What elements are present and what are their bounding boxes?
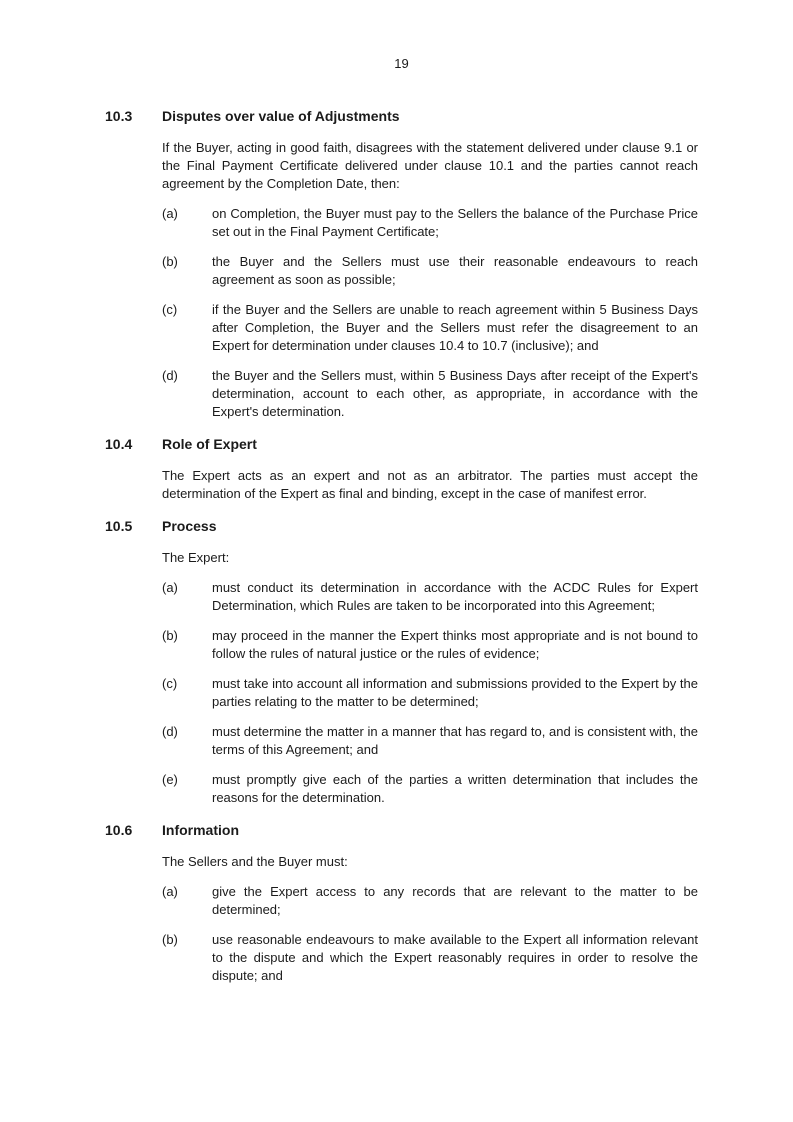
clause-number: 10.5 [105,518,133,534]
clause-title: Role of Expert [162,436,257,452]
clause-heading [105,435,698,453]
list-item-label: (c) [162,302,178,317]
list-item [162,253,698,289]
list-item-label: (b) [162,254,178,269]
list-item-label: (b) [162,628,178,643]
list-item [162,771,698,807]
list-item [162,367,698,421]
list-item [162,883,698,919]
list-item-text: may proceed in the manner the Expert thinks most appropriate and is not bound to follow the rules of natural justice or the rules of evidence; [212,628,698,661]
list-item-label: (b) [162,932,178,947]
clause-heading [105,821,698,839]
list-item [162,205,698,241]
clause-intro: If the Buyer, acting in good faith, disagrees with the statement delivered under clause 9.1 or the Final Payment Certificate delivered under clause 10.1 and the parties cannot reach agreement by the Completion Date, then: [162,140,698,191]
list-item [162,931,698,985]
list-item-label: (a) [162,206,178,221]
list-item-label: (e) [162,772,178,787]
list-item-text: must take into account all information and submissions provided to the Expert by the parties relating to the matter to be determined; [212,676,698,709]
list-item-text: must determine the matter in a manner that has regard to, and is consistent with, the terms of this Agreement; and [212,724,698,757]
list-item-label: (a) [162,580,178,595]
section-process [105,517,698,807]
list-item [162,301,698,355]
clause-intro: The Expert: [162,550,230,565]
list-item-text: must promptly give each of the parties a written determination that includes the reasons for the determination. [212,772,698,805]
list-item-text: use reasonable endeavours to make available to the Expert all information relevant to the dispute and which the Expert reasonably requires in order to resolve the dispute; and [212,932,698,983]
section-disputes-over-value-of-adjustments [105,107,698,421]
section-role-of-expert [105,435,698,503]
clause-title: Process [162,518,217,534]
list-item [162,723,698,759]
list-item-label: (c) [162,676,178,691]
section-information [105,821,698,985]
list-item-text: the Buyer and the Sellers must, within 5 Business Days after receipt of the Expert's determination, account to each other, as appropriate, in accordance with the Expert's determination. [212,368,698,419]
list-item-text: on Completion, the Buyer must pay to the Sellers the balance of the Purchase Price set out in the Final Payment Certificate; [212,206,698,239]
list-item-label: (d) [162,724,178,739]
clause-number: 10.6 [105,822,133,838]
clause-intro: The Expert acts as an expert and not as an arbitrator. The parties must accept the determination of the Expert as final and binding, except in the case of manifest error. [162,468,698,501]
clause-title: Disputes over value of Adjustments [162,108,400,124]
list-item-label: (a) [162,884,178,899]
list-item-label: (d) [162,368,178,383]
clause-number: 10.4 [105,436,133,452]
list-item-text: must conduct its determination in accordance with the ACDC Rules for Expert Determination, which Rules are taken to be incorporated into this Agreement; [212,580,698,613]
clause-number: 10.3 [105,108,133,124]
clause-title: Information [162,822,239,838]
clause-heading [105,107,698,125]
list-item [162,579,698,615]
clause-intro: The Sellers and the Buyer must: [162,854,348,869]
list-item-text: if the Buyer and the Sellers are unable to reach agreement within 5 Business Days after Completion, the Buyer and the Sellers must refer the disagreement to an Expert for determination under clauses 10.4 to 10.7 (inclusive); and [212,302,698,353]
list-item [162,675,698,711]
list-item [162,627,698,663]
clause-heading [105,517,698,535]
list-item-text: give the Expert access to any records that are relevant to the matter to be determined; [212,884,698,917]
list-item-text: the Buyer and the Sellers must use their reasonable endeavours to reach agreement as soon as possible; [212,254,698,287]
page-number: 19 [394,56,409,71]
